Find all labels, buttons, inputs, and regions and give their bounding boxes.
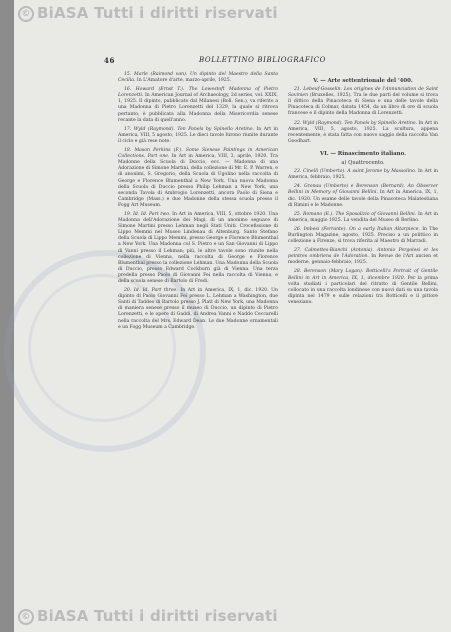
- bibliography-entry: [288, 248, 438, 266]
- entry-citation: 26. Imbesi (Ferrante). On a early Italian Altarpiece.: [294, 226, 420, 232]
- entry-citation: 16. Howard (Ernst T.). The Lowestoft Madonna of Pietro Lorenzetti.: [118, 87, 278, 99]
- entry-annotation: In Art in America, maggio 1925. La vendita del Museo di Berlino.: [288, 211, 438, 223]
- entry-annotation: In Art in America, VIII, 5, agosto, 1925. La scultura, appena recentemente, è stata fatta con nuovo saggio della raccolta Van Goodhart.: [288, 120, 438, 144]
- entry-annotation: In Art in America, VIII, 3, aprile, 1920. Tra Madonne della Scuola di Duccio, ecc. — Madonna di una Adorazione di Simone Martini, della collezione di Mr. E. P. Warren, e di anonimi, S. Gregorio, della Scuola di Ugolino nella raccolta di George e Florence Blumenthal a New York. Una nuova Madonna della Scuola di Duccio presso Philip Lehman a New York, una seconda Tavola di Ambrogio Lorenzetti, ancora Paolo di Siena e Cambridge (Mass.) e due Madonne della stessa scuola presso il Fogg Art Museum.: [118, 154, 278, 208]
- bibliography-entry: [118, 87, 278, 124]
- entry-annotation: In Art in America, febbraio, 1925.: [288, 169, 439, 181]
- entry-citation: 23. Cinelli (Umberto). A saint Jerome by Massolino.: [294, 169, 417, 175]
- entry-annotation: In Art in America, IX, 1, dic. 1920. Un dipinto di Paolo Giovanni Fei presso L. Lehman a Washington, due Santi di Taddeo di Bartolo presso J. Platt di New York, una Madonna di maniera senese presso il museo di Duccio, un dipinto di Pietro Lorenzetti, e le opere di Gaddi, di Andrea Vanni e Naddo Ceccarelli nella raccolta del Mrs. Edward Dean. Le due Madonne ornamentali e un Fogg Museum a Cambridge.: [118, 288, 278, 330]
- watermark-top: [18, 4, 278, 22]
- copyright-icon: ©: [18, 609, 34, 625]
- entry-citation: 24. Gronau (Umberto) e Berenson (Bernard). An Observer Bellini in Memory of Giovanni Bellini.: [288, 184, 438, 196]
- entry-annotation: In Revue de l'Art ancien et moderne, gennaio-febbraio, 1925.: [288, 254, 438, 266]
- running-title: BOLLETTINO BIBLIOGRAFICO: [199, 56, 326, 64]
- bibliography-entry: [288, 87, 438, 117]
- bibliography-entry: [288, 184, 438, 208]
- bibliography-entry: [118, 212, 278, 285]
- bibliography-entry: [118, 127, 278, 145]
- entry-annotation: In L'Amatore d'arte, marzo-aprile, 1925.: [136, 78, 232, 84]
- copyright-icon: ©: [18, 6, 34, 22]
- page-header: [104, 56, 444, 68]
- bibliography-entry: [118, 148, 278, 209]
- bibliography-entry: [288, 212, 438, 224]
- bibliography-entry: [288, 227, 438, 245]
- entry-citation: 18. Mason Perkins (F.). Some Sienese Paintings in American Collections, Part one.: [118, 148, 278, 160]
- watermark-text: BiASA Tutti i diritti riservati: [37, 607, 278, 625]
- entry-citation: 21. Lebeuf-Gosselin. Les origines de l'Annunciation de Saint Savinien: [288, 87, 438, 99]
- section-heading: V. — Arte settentrionale del '400.: [313, 78, 413, 84]
- entry-annotation: In The Burlington Magazine, agosto, 1925. Preciso a un polittico in collezione a Firenze, si trova riferita al Maestro di Marradi.: [288, 226, 438, 245]
- right-column: [288, 72, 438, 309]
- bibliography-entry: [118, 288, 278, 331]
- left-column: [118, 72, 278, 334]
- entry-annotation: (Bruxelles, 1925). Tra le due parti del volume si trova il dittico della Pinacoteca di Siena e una delle tavole della Pinacoteca di Colmar, datata 1454, da un libro di ore di scuola francese e il dipinto della Madonna di Lorenzetti.: [288, 93, 438, 117]
- entry-citation: 25. Romano (E.). The Sposalizio of Giovanni Bellini.: [294, 211, 417, 217]
- entry-citation: 28. Berenson (Mary Logan). Botticelli's Portrait of Gentile Bellini in Art in America, IX, 1, dicembre 1920.: [288, 269, 438, 281]
- entry-annotation: In Art in America, VIII, 5, ottobre 1920. Una Madonna dell'Adorazione dei Magi, di un anonimo seguace di Simone Martini presso Lehman negli Stati Uniti. Crocefissione di Lippo Memmi nel Museo Lindenau di Altenburg. Santo Stefano della Scuola di Lippo Memmi, presso George e Florence Blumenthal a New York. Una Madonna col S. Pietro e un San Giovanni di Lippo di Vanni presso il Lehman; più, le altre tavole sono riunite nella collezione di Vienna, nella raccolta di George e Florence Blumenthal presso la collezione Lehman. Una Madonna della Scuola di Duccio, presso Edward Cockburn già di Vienna. Una terza predella presso Paolo di Giovanni Fei nella raccolta di Vienna, e della scuola senese di Bartolo di Fredi.: [118, 211, 279, 284]
- entry-citation: 15. Marle (Raimond van). Un dipinto del Maestro della Santa Cecilia.: [118, 72, 278, 84]
- entry-annotation: In American Journal of Archaeology, 2d series, vol. XXIX, 1, 1925. Il dipinto, pubblicato dal Milanesi (Boll. Sen.), va riferito a una Madonna di Pietro Lorenzetti del 1329, la quale si ritrova pertanto, è pubblicata alla Madonna della Misericordia senese recante la data di quell'anno.: [118, 93, 278, 123]
- entry-citation: 20. Id. Id. Part three.: [124, 288, 178, 294]
- entry-citation: 27. Calmettes-Bianchi (Antonia). Antonio Pergolesi et les peintres ombriens de l'Adoration.: [288, 248, 438, 260]
- entry-annotation: Per la prima volta studiati i particolari del ritratto di Gentile Bellini, collocato in una raccolta londinese con nuovi dati su una tavola dipinta nel 1479 e sulle relazioni tra Botticelli e il pittore veneziano.: [288, 275, 438, 305]
- page-number: 46: [104, 56, 115, 65]
- watermark-bottom: [18, 607, 278, 625]
- bibliography-entry: [288, 269, 438, 306]
- bibliography-entry: [118, 72, 278, 84]
- entry-citation: 19. Id. Id. Part two.: [124, 211, 171, 217]
- entry-annotation: In Art in America, VIII, 5 agosto, 1925. Le dieci tavole furono riunite durante il ciclo e già rese note.: [118, 126, 278, 144]
- document-page: [14, 0, 451, 632]
- entry-citation: 22. Wyld (Raymond). Ten Panels by Spinello Aretino.: [294, 120, 417, 126]
- bibliography-entry: [288, 169, 438, 181]
- subsection-heading: a) Quattrocento.: [341, 160, 385, 167]
- entry-citation: 17. Wyld (Raymond). Ten Panels by Spinello Aretino.: [124, 126, 254, 132]
- entry-annotation: In Art in America, IX, 1, dic. 1920. Un esame delle tavole della Pinacoteca Malatestiana di Rimini e le Madonne.: [288, 190, 438, 208]
- section-heading: VI. — Rinascimento italiano.: [320, 150, 406, 157]
- watermark-text: BiASA Tutti i diritti riservati: [37, 4, 278, 22]
- bibliography-entry: [288, 121, 438, 145]
